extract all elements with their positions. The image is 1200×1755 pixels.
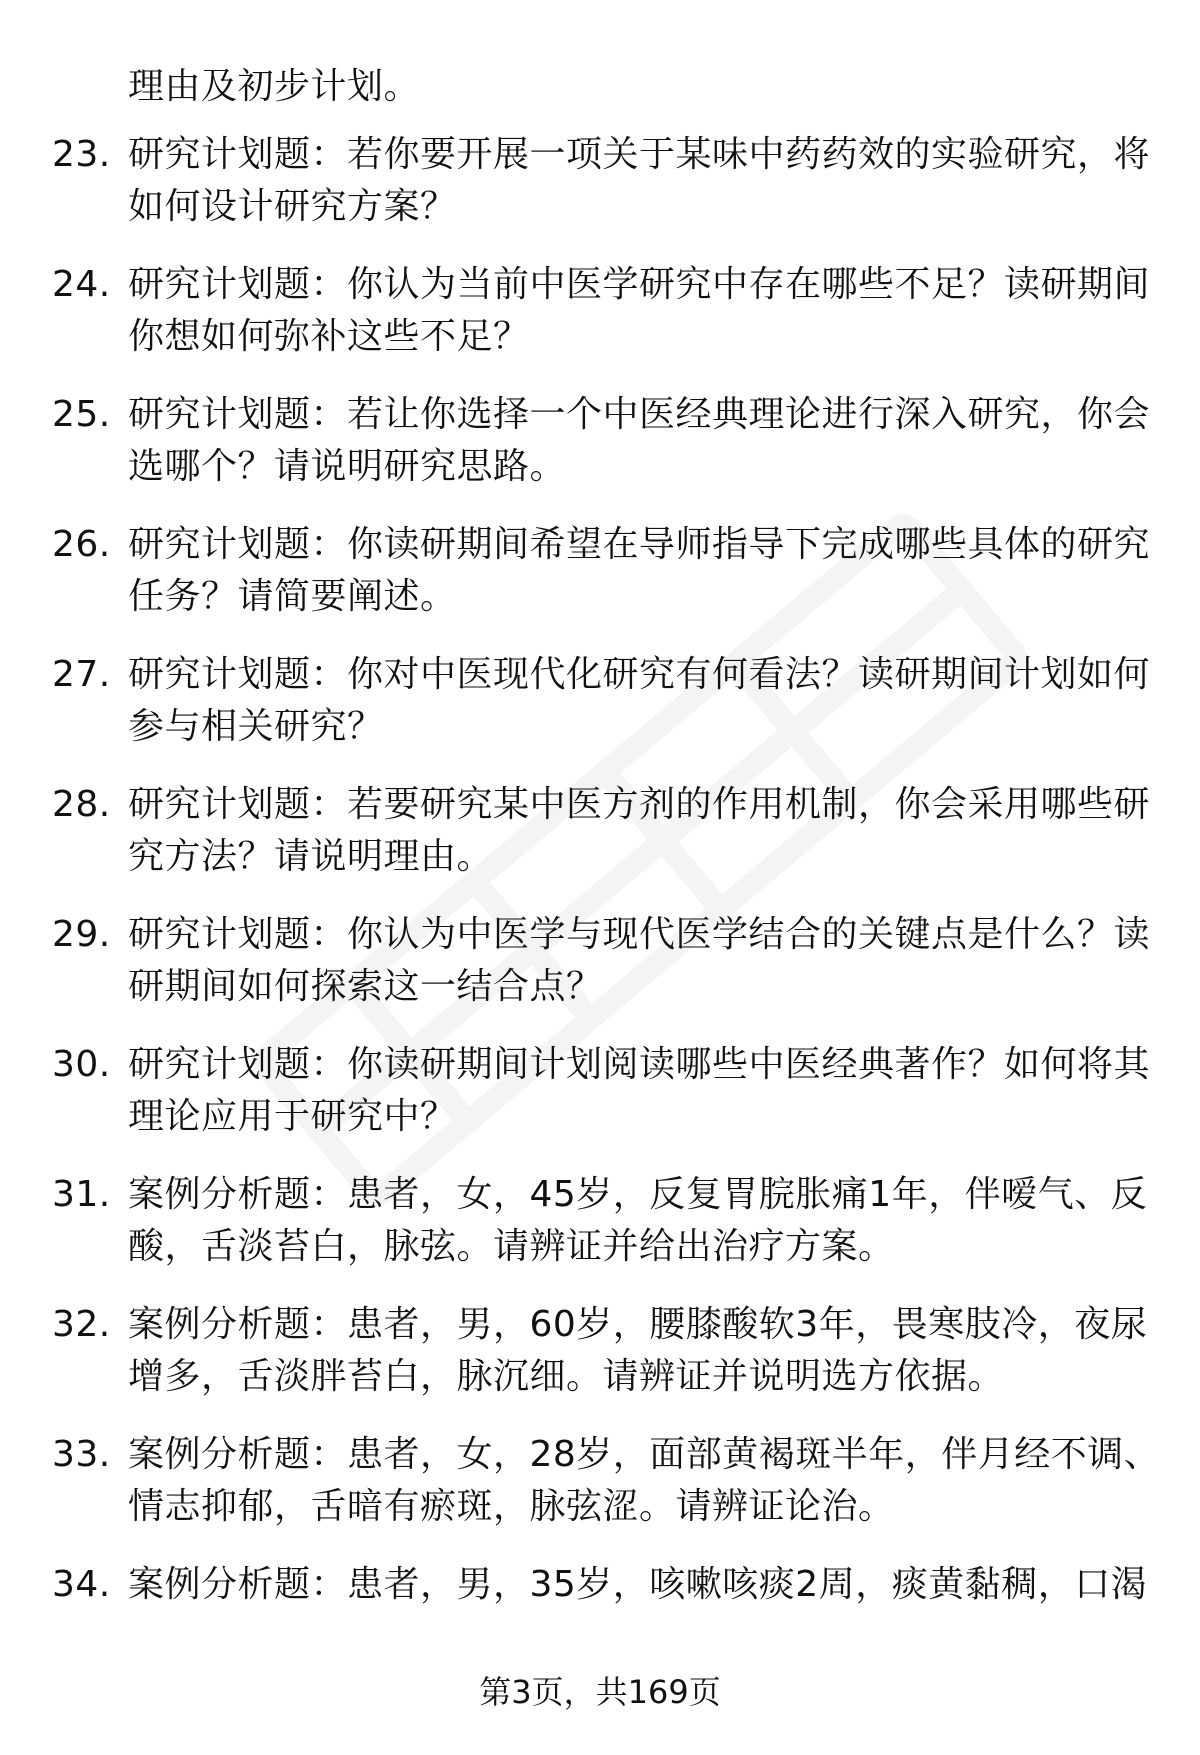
question-text: 选哪个？请说明研究思路。 <box>128 446 567 487</box>
question-text: 增多，舌淡胖苔白，脉沉细。请辨证并说明选方依据。 <box>128 1356 1005 1397</box>
question-text: 案例分析题：患者，女，45岁，反复胃脘胀痛1年，伴嗳气、反 <box>128 1174 1148 1215</box>
question-text: 研究计划题：若让你选择一个中医经典理论进行深入研究，你会 <box>128 394 1151 435</box>
question-text: 研究计划题：若你要开展一项关于某味中药药效的实验研究，将 <box>128 134 1151 175</box>
question-text: 案例分析题：患者，女，28岁，面部黄褐斑半年，伴月经不调、 <box>128 1434 1161 1475</box>
question-text: 理论应用于研究中？ <box>128 1096 457 1137</box>
question-text: 研究计划题：你认为中医学与现代医学结合的关键点是什么？读 <box>128 914 1151 955</box>
question-number: 34. <box>52 1564 111 1605</box>
question-text: 研究计划题：你读研期间希望在导师指导下完成哪些具体的研究 <box>128 524 1151 565</box>
intro-tail-text: 理由及初步计划。 <box>128 66 421 107</box>
question-number: 23. <box>52 134 111 175</box>
page-footer: 第3页，共169页 <box>479 1673 721 1711</box>
question-text: 案例分析题：患者，男，35岁，咳嗽咳痰2周，痰黄黏稠，口渴 <box>128 1564 1148 1605</box>
question-number: 28. <box>52 784 111 825</box>
question-text: 研究计划题：你认为当前中医学研究中存在哪些不足？读研期间 <box>128 264 1151 305</box>
question-number: 25. <box>52 394 111 435</box>
question-number: 26. <box>52 524 111 565</box>
question-text: 研究计划题：你对中医现代化研究有何看法？读研期间计划如何 <box>128 654 1151 695</box>
question-text: 研究计划题：若要研究某中医方剂的作用机制，你会采用哪些研 <box>128 784 1151 825</box>
question-number: 33. <box>52 1434 111 1475</box>
question-text: 你想如何弥补这些不足？ <box>128 316 530 357</box>
question-text: 研究计划题：你读研期间计划阅读哪些中医经典著作？如何将其 <box>128 1044 1151 1085</box>
question-number: 32. <box>52 1304 111 1345</box>
question-text: 情志抑郁，舌暗有瘀斑，脉弦涩。请辨证论治。 <box>128 1486 895 1527</box>
question-text: 究方法？请说明理由。 <box>128 836 494 877</box>
question-text: 如何设计研究方案？ <box>128 186 457 227</box>
question-number: 29. <box>52 914 111 955</box>
question-number: 30. <box>52 1044 111 1085</box>
question-number: 31. <box>52 1174 111 1215</box>
question-text: 任务？请简要阐述。 <box>128 576 457 617</box>
question-number: 27. <box>52 654 111 695</box>
question-text: 案例分析题：患者，男，60岁，腰膝酸软3年，畏寒肢冷，夜尿 <box>128 1304 1148 1345</box>
question-number: 24. <box>52 264 111 305</box>
question-text: 参与相关研究？ <box>128 706 384 747</box>
question-text: 酸，舌淡苔白，脉弦。请辨证并给出治疗方案。 <box>128 1226 895 1267</box>
question-text: 研期间如何探索这一结合点？ <box>128 966 603 1007</box>
